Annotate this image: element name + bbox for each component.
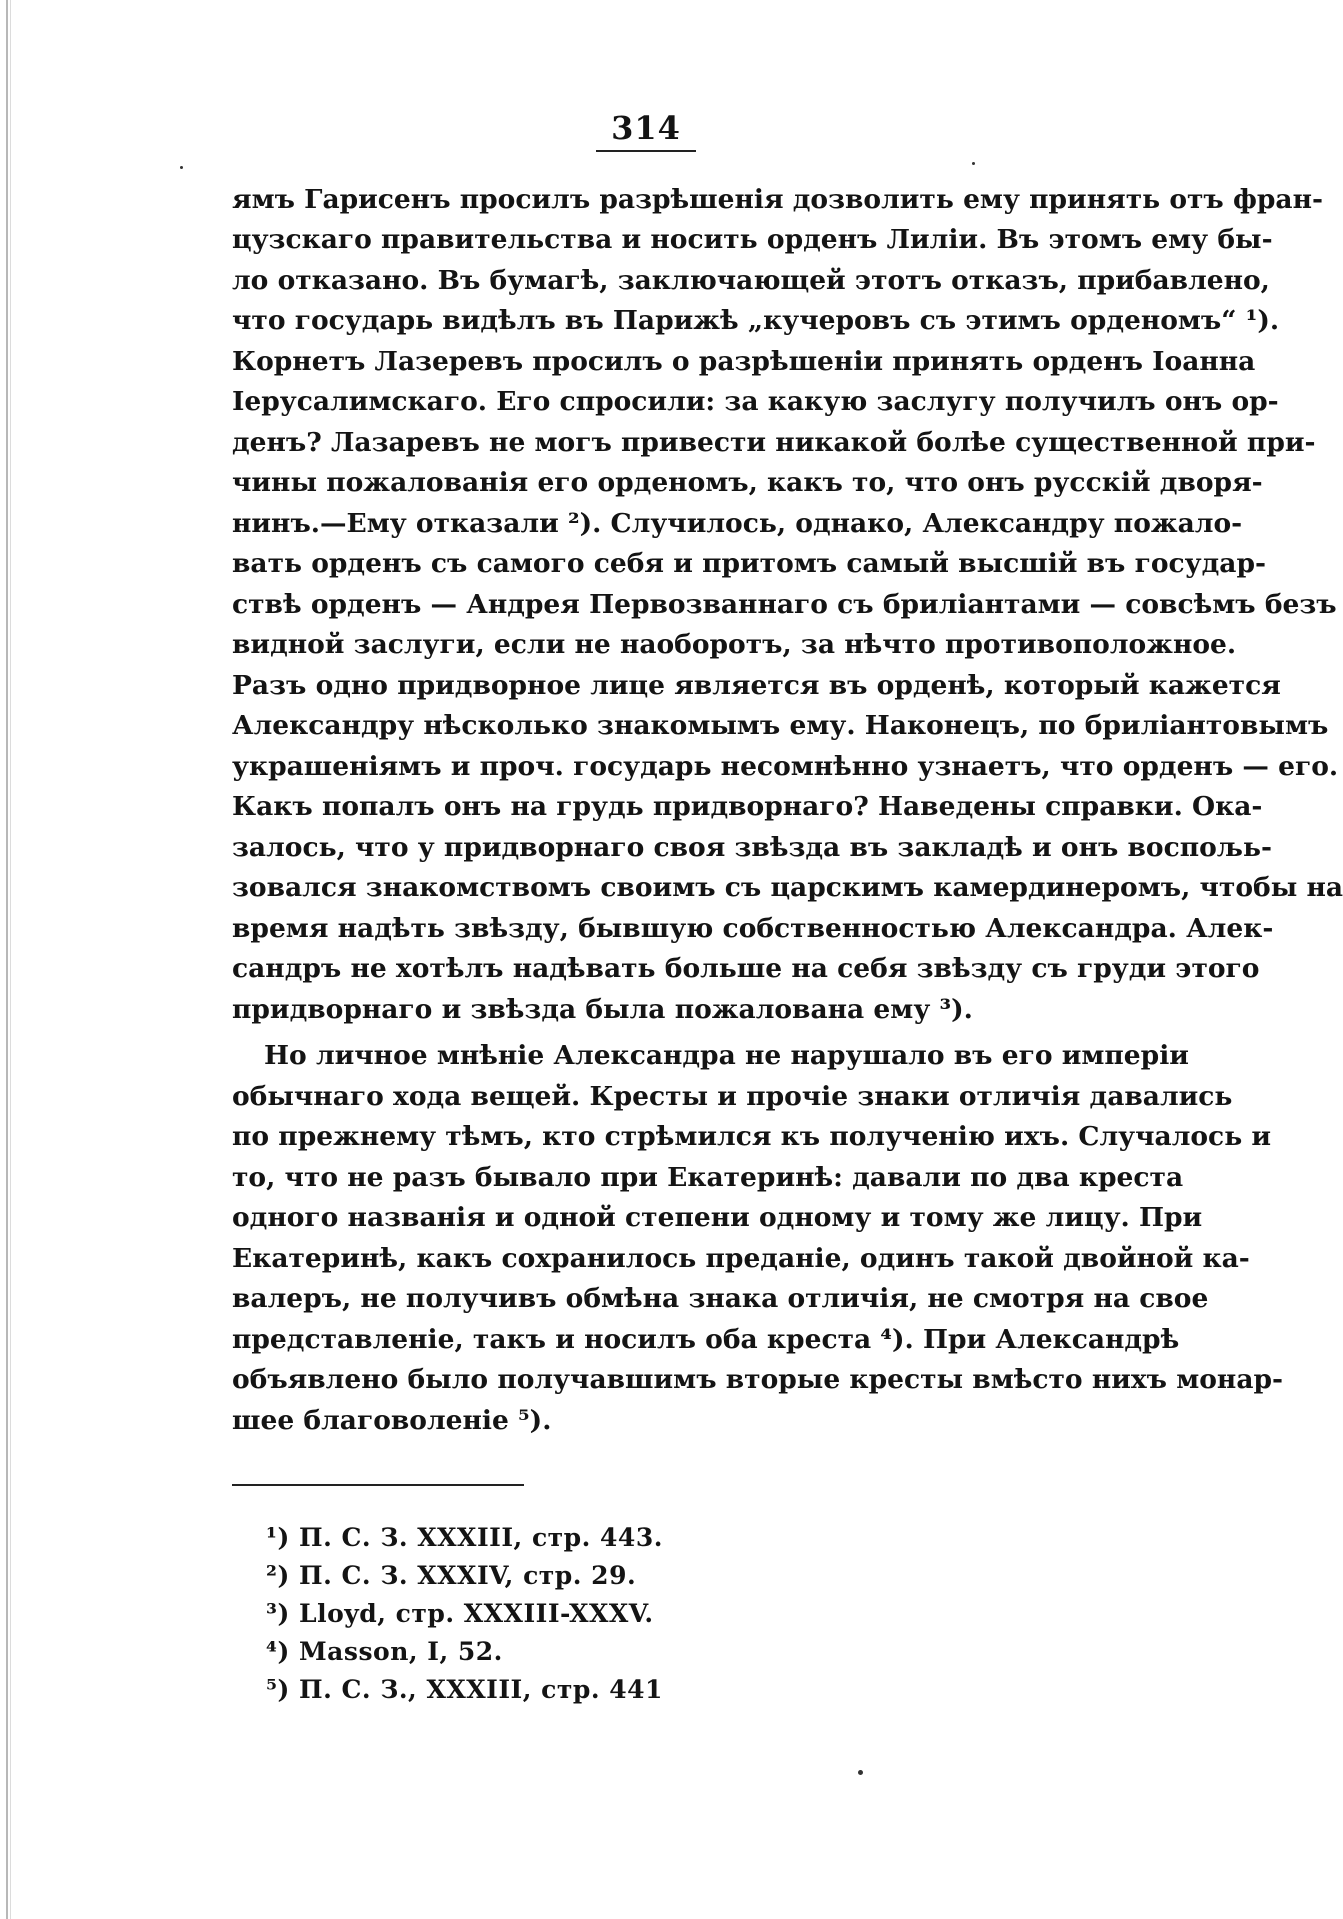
text-line: время надѣть звѣзду, бывшую собственностью Александра. Алек-: [232, 913, 1274, 944]
footnote-text: Lloyd, стр. XXXIII-XXXV.: [299, 1599, 654, 1628]
footnote-text: П. С. З., XXXIII, стр. 441: [299, 1675, 663, 1704]
footnote-text: Masson, I, 52.: [299, 1637, 503, 1666]
page-number-rule: [596, 150, 696, 152]
footnote-text: П. С. З. XXXIII, стр. 443.: [299, 1523, 663, 1552]
footnote: [266, 1670, 663, 1710]
text-line: зовался знакомствомъ своимъ съ царскимъ камердинеромъ, чтобы на: [232, 872, 1343, 903]
text-line: ствѣ орденъ — Андрея Первозваннаго съ бриліантами — совсѣмъ безъ: [232, 589, 1337, 620]
text-line: денъ? Лазаревъ не могъ привести никакой болѣе существенной при-: [232, 427, 1316, 458]
text-line: представленіе, такъ и носилъ оба креста ⁴). При Александрѣ: [232, 1324, 1180, 1355]
scan-speck: [180, 166, 183, 169]
text-line: видной заслуги, если не наоборотъ, за нѣчто противоположное.: [232, 629, 1237, 660]
footnote: [266, 1556, 636, 1596]
page-number: 314: [611, 109, 681, 147]
text-line: вать орденъ съ самого себя и притомъ самый высшій въ государ-: [232, 548, 1266, 579]
footnote-mark: ³): [266, 1599, 290, 1628]
text-line: чины пожалованія его орденомъ, какъ то, что онъ русскій дворя-: [232, 467, 1263, 498]
text-line: Корнетъ Лазеревъ просилъ о разрѣшеніи принять орденъ Іоанна: [232, 346, 1256, 377]
text-line: то, что не разъ бывало при Екатеринѣ: давали по два креста: [232, 1162, 1184, 1193]
text-line: Разъ одно придворное лице является въ орденѣ, который кажется: [232, 670, 1281, 701]
text-line: цузскаго правительства и носить орденъ Лиліи. Въ этомъ ему бы-: [232, 224, 1273, 255]
footnote-mark: ⁵): [266, 1675, 290, 1704]
text-line: придворнаго и звѣзда была пожалована ему ³).: [232, 994, 973, 1025]
footnote: [266, 1518, 663, 1558]
text-line: по прежнему тѣмъ, кто стрѣмился къ полученію ихъ. Случалось и: [232, 1121, 1272, 1152]
scan-edge-inner: [10, 0, 11, 1919]
footnote: [266, 1632, 503, 1672]
text-line: Екатеринѣ, какъ сохранилось преданіе, одинъ такой двойной ка-: [232, 1243, 1250, 1274]
text-line: что государь видѣлъ въ Парижѣ „кучеровъ съ этимъ орденомъ“ ¹).: [232, 305, 1280, 336]
footnote-rule: [232, 1484, 524, 1486]
text-line: валеръ, не получивъ обмѣна знака отличія, не смотря на свое: [232, 1283, 1209, 1314]
text-line: объявлено было получавшимъ вторые кресты вмѣсто нихъ монар-: [232, 1364, 1284, 1395]
text-line: обычнаго хода вещей. Кресты и прочіе знаки отличія давались: [232, 1081, 1233, 1112]
text-line: ло отказано. Въ бумагѣ, заключающей этотъ отказъ, прибавлено,: [232, 265, 1270, 296]
text-line: одного названія и одной степени одному и тому же лицу. При: [232, 1202, 1203, 1233]
footnote: [266, 1594, 654, 1634]
scan-speck: [972, 162, 975, 165]
text-line: сандръ не хотѣлъ надѣвать больше на себя звѣзду съ груди этого: [232, 953, 1260, 984]
footnote-text: П. С. З. XXXIV, стр. 29.: [299, 1561, 637, 1590]
scan-edge: [6, 0, 8, 1919]
text-line: нинъ.—Ему отказали ²). Случилось, однако, Александру пожало-: [232, 508, 1243, 539]
text-line: Александру нѣсколько знакомымъ ему. Наконецъ, по бриліантовымъ: [232, 710, 1329, 741]
footnote-mark: ¹): [266, 1523, 290, 1552]
paragraph-start-line: Но личное мнѣніе Александра не нарушало въ его имперіи: [264, 1040, 1189, 1071]
footnote-mark: ⁴): [266, 1637, 290, 1666]
text-line: Какъ попалъ онъ на грудь придворнаго? Наведены справки. Ока-: [232, 791, 1263, 822]
text-line: Іерусалимскаго. Его спросили: за какую заслугу получилъ онъ ор-: [232, 386, 1279, 417]
text-line: залось, что у придворнаго своя звѣзда въ закладѣ и онъ воспољь-: [232, 832, 1272, 863]
text-line: шее благоволеніе ⁵).: [232, 1405, 552, 1436]
text-line: ямъ Гарисенъ просилъ разрѣшенія дозволить ему принять отъ фран-: [232, 184, 1323, 215]
scan-speck: [858, 1770, 863, 1775]
text-line: украшеніямъ и проч. государь несомнѣнно узнаетъ, что орденъ — его.: [232, 751, 1339, 782]
footnote-mark: ²): [266, 1561, 290, 1590]
